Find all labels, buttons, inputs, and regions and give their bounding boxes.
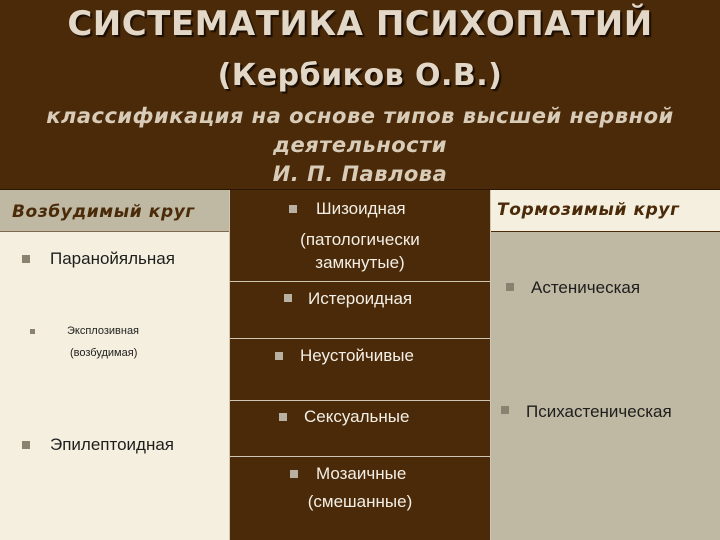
- list-item-schizoid-note2: замкнутые): [315, 253, 405, 272]
- list-item-mosaic-note: (смешанные): [307, 492, 413, 511]
- list-item-paranoid: Паранойяльная: [50, 249, 175, 268]
- list-item-explosive: Эксплозивная: [67, 325, 140, 337]
- bullet-icon: [290, 470, 298, 478]
- bullet-icon: [284, 294, 292, 302]
- list-item-psychasthenic: Психастеническая: [526, 402, 672, 421]
- slide-subtitle-line1: классификация на основе типов высшей нервной: [46, 104, 674, 128]
- list-item-sexual: Сексуальные: [304, 407, 410, 426]
- left-column-body: [0, 232, 229, 540]
- slide-header: [0, 0, 720, 190]
- middle-column: [229, 190, 491, 540]
- right-column-body: [491, 232, 720, 540]
- slide-title: СИСТЕМАТИКА ПСИХОПАТИЙ: [67, 4, 653, 44]
- list-item-schizoid-note1: (патологически: [300, 230, 420, 249]
- list-item-mosaic: Мозаичные: [316, 464, 407, 483]
- bullet-icon: [279, 413, 287, 421]
- bullet-icon: [506, 283, 514, 291]
- row-divider: [229, 400, 491, 401]
- slide-subtitle-line2: деятельности: [272, 133, 448, 157]
- bullet-icon: [22, 255, 30, 263]
- left-column-header: [0, 190, 229, 232]
- left-column-heading: Возбудимый круг: [12, 202, 195, 222]
- slide-subtitle-line3: И. П. Павлова: [272, 162, 448, 186]
- list-item-hysteroid: Истероидная: [308, 289, 413, 308]
- bullet-icon: [289, 205, 297, 213]
- bullet-icon: [275, 352, 283, 360]
- list-item-asthenic: Астеническая: [531, 278, 641, 297]
- list-item-epileptoid: Эпилептоидная: [50, 435, 175, 454]
- bullet-icon: [30, 329, 35, 334]
- column-divider: [490, 190, 491, 540]
- bullet-icon: [501, 406, 509, 414]
- column-divider: [229, 190, 230, 540]
- list-item-schizoid: Шизоидная: [316, 199, 406, 218]
- bullet-icon: [22, 441, 30, 449]
- slide-author: (Кербиков О.В.): [217, 58, 503, 93]
- list-item-explosive-note: (возбудимая): [70, 347, 138, 359]
- row-divider: [229, 338, 491, 339]
- right-column-header: [491, 190, 720, 231]
- list-item-unstable: Неустойчивые: [300, 346, 414, 365]
- row-divider: [229, 281, 491, 282]
- right-column-heading: Тормозимый круг: [497, 200, 680, 220]
- row-divider: [229, 456, 491, 457]
